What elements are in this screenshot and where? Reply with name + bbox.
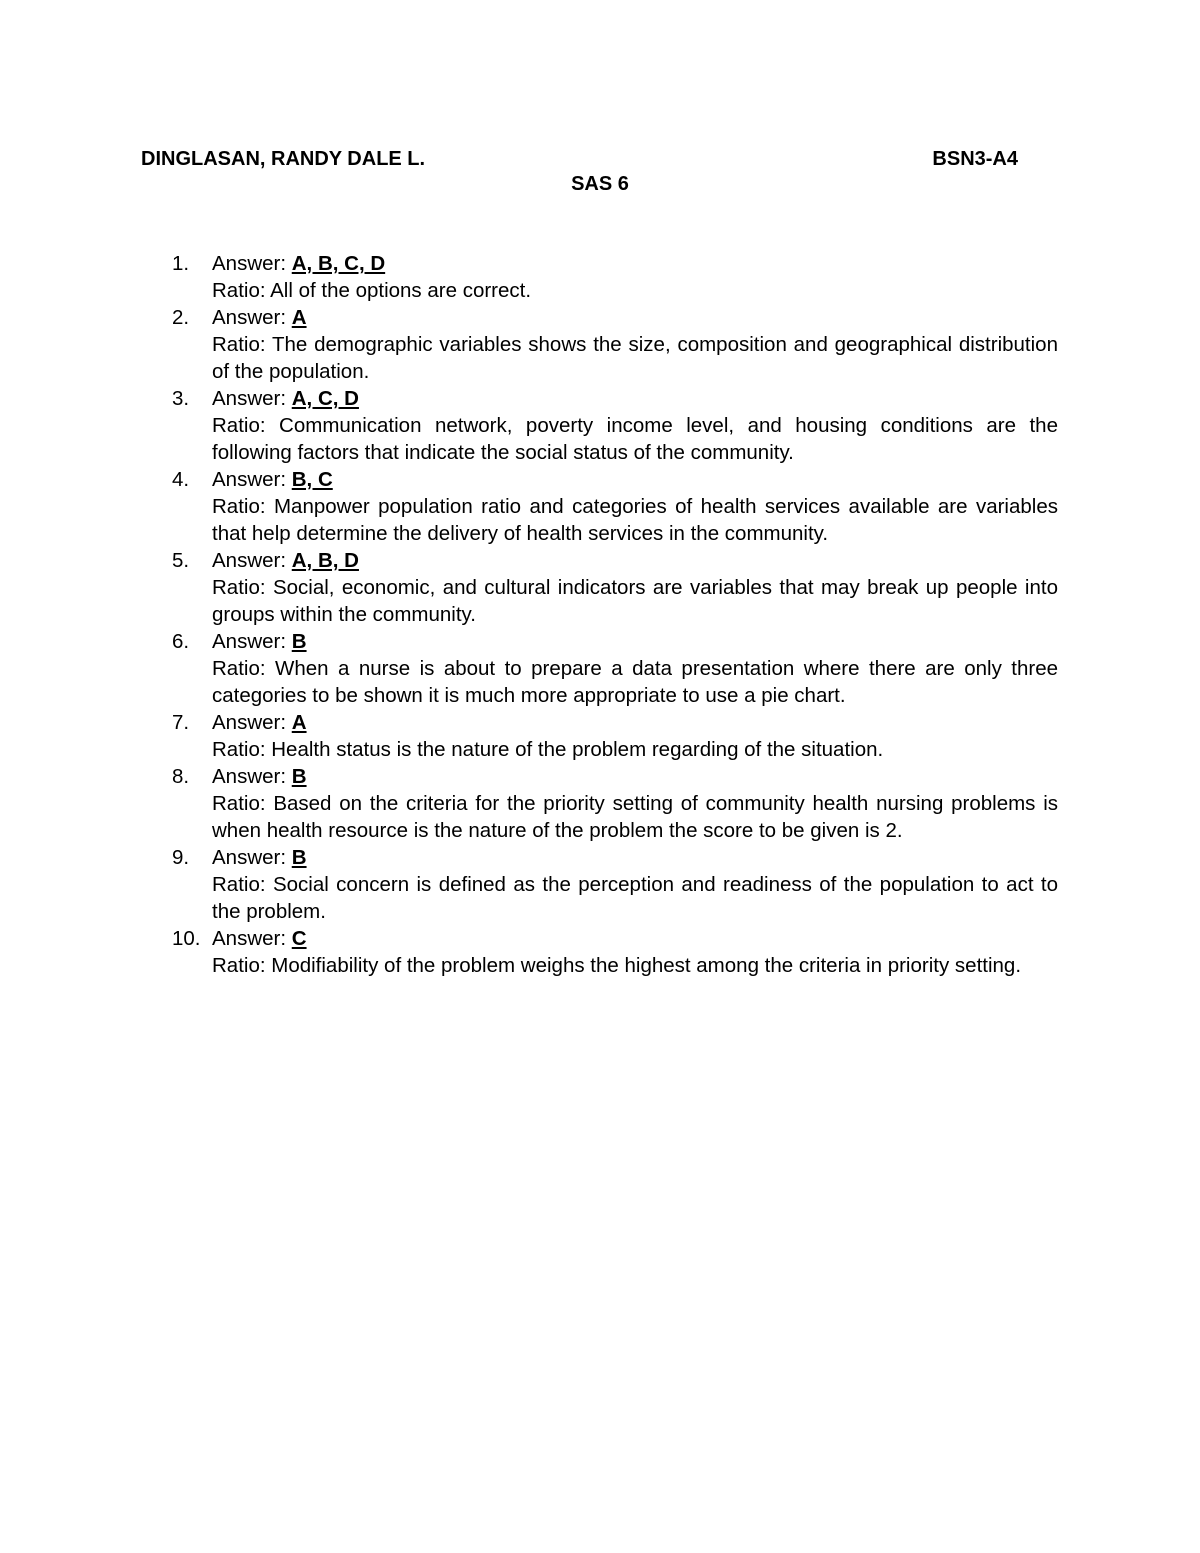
answer-line xyxy=(212,466,1058,493)
answer-line xyxy=(212,709,1058,736)
answer-value: B xyxy=(291,765,307,788)
section-code: BSN3-A4 xyxy=(932,148,1018,170)
answer-line xyxy=(212,547,1058,574)
answer-prefix: Answer: xyxy=(212,927,292,950)
list-item xyxy=(172,304,1058,385)
item-number: 6. xyxy=(172,630,190,653)
answer-prefix: Answer: xyxy=(212,252,292,275)
item-number: 10. xyxy=(172,927,201,950)
answer-value: B, C xyxy=(291,468,333,491)
ratio-text: Ratio: Manpower population ratio and categories of health services available are variables that help determine the delivery of health services in the community. xyxy=(212,495,1058,545)
header-row xyxy=(141,145,1018,173)
list-item xyxy=(172,547,1058,628)
list-item xyxy=(172,709,1058,763)
answer-line xyxy=(212,628,1058,655)
answer-line xyxy=(212,844,1058,871)
ratio-text: Ratio: When a nurse is about to prepare a data presentation where there are only three categories to be shown it is much more appropriate to use a pie chart. xyxy=(212,657,1058,707)
ratio-text: Ratio: Communication network, poverty income level, and housing conditions are the following factors that indicate the social status of the community. xyxy=(212,414,1058,464)
item-number: 7. xyxy=(172,711,190,734)
list-item xyxy=(172,925,1058,979)
item-number: 8. xyxy=(172,765,190,788)
item-number: 1. xyxy=(172,252,190,275)
document-title: SAS 6 xyxy=(571,173,629,195)
ratio-text: Ratio: Health status is the nature of the problem regarding of the situation. xyxy=(212,738,884,761)
answer-line xyxy=(212,925,1058,952)
answer-prefix: Answer: xyxy=(212,846,292,869)
answer-value: B xyxy=(291,630,307,653)
item-number: 9. xyxy=(172,846,190,869)
item-number: 2. xyxy=(172,306,190,329)
answer-prefix: Answer: xyxy=(212,711,292,734)
list-item xyxy=(172,844,1058,925)
answer-value: A xyxy=(291,711,307,734)
answer-line xyxy=(212,385,1058,412)
ratio-text: Ratio: Based on the criteria for the priority setting of community health nursing problems is when health resource is the nature of the problem the score to be given is 2. xyxy=(212,792,1058,842)
answer-prefix: Answer: xyxy=(212,630,292,653)
answer-value: A xyxy=(291,306,307,329)
answer-prefix: Answer: xyxy=(212,765,292,788)
list-item xyxy=(172,763,1058,844)
answer-prefix: Answer: xyxy=(212,306,292,329)
answer-value: A, B, C, D xyxy=(291,252,386,275)
answer-prefix: Answer: xyxy=(212,387,292,410)
ratio-text: Ratio: Social concern is defined as the perception and readiness of the population to act to the problem. xyxy=(212,873,1058,923)
item-number: 3. xyxy=(172,387,190,410)
answer-line xyxy=(212,763,1058,790)
ratio-text: Ratio: Modifiability of the problem weighs the highest among the criteria in priority setting. xyxy=(212,954,1022,977)
list-item xyxy=(172,466,1058,547)
answer-prefix: Answer: xyxy=(212,549,292,572)
answer-value: B xyxy=(291,846,307,869)
list-item xyxy=(172,250,1058,304)
answer-line xyxy=(212,304,1058,331)
answer-value: A, B, D xyxy=(291,549,359,572)
item-number: 4. xyxy=(172,468,190,491)
answer-list xyxy=(172,250,1058,979)
answer-line xyxy=(212,250,1058,277)
ratio-text: Ratio: All of the options are correct. xyxy=(212,279,532,302)
answer-value: C xyxy=(291,927,307,950)
item-number: 5. xyxy=(172,549,190,572)
answer-prefix: Answer: xyxy=(212,468,292,491)
list-item xyxy=(172,385,1058,466)
list-item xyxy=(172,628,1058,709)
student-name: DINGLASAN, RANDY DALE L. xyxy=(141,148,426,170)
answer-value: A, C, D xyxy=(291,387,359,410)
ratio-text: Ratio: The demographic variables shows the size, composition and geographical distribution of the population. xyxy=(212,333,1058,383)
ratio-text: Ratio: Social, economic, and cultural indicators are variables that may break up people into groups within the community. xyxy=(212,576,1058,626)
